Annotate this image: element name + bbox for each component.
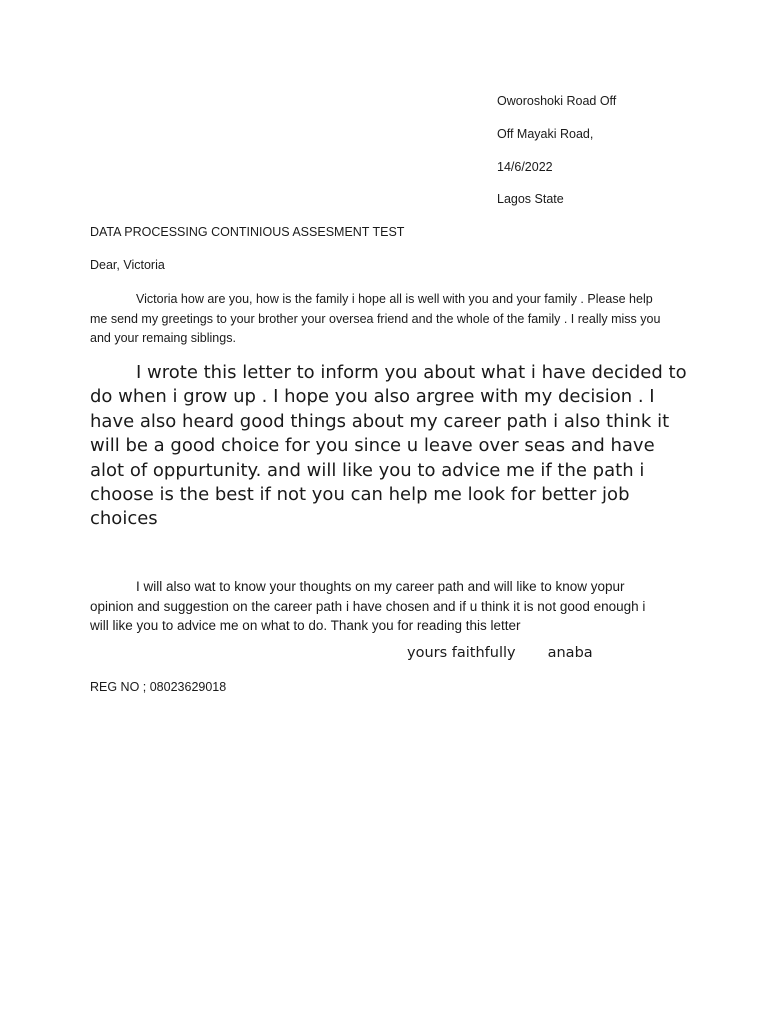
paragraph-greeting [90,290,680,349]
paragraph-line: choose is the best if not you can help me look for better job [90,484,630,506]
address-line-1: Oworoshoki Road Off [497,94,617,108]
paragraph-line: do when i grow up . I hope you also argree with my decision . I [90,386,655,408]
letter-date: 14/6/2022 [497,160,553,174]
registration-number: REG NO ; 08023629018 [90,680,227,694]
paragraph-line: choices [90,508,158,530]
paragraph-line: have also heard good things about my career path i also think it [90,410,670,432]
paragraph-line: will be a good choice for you since u leave over seas and have [90,435,655,457]
paragraph-request [90,577,680,636]
paragraph-line: opinion and suggestion on the career path i have chosen and if u think it is not good enough i [90,598,646,614]
address-line-2: Off Mayaki Road, [497,127,594,141]
signature-name: anaba [547,645,593,661]
paragraph-line: and your remaing siblings. [90,331,236,346]
closing [407,646,593,661]
paragraph-line: I wrote this letter to inform you about what i have decided to [136,362,687,383]
paragraph-line: alot of oppurtunity. and will like you to advice me if the path i [90,459,645,481]
address-line-4: Lagos State [497,192,564,206]
paragraph-line: Victoria how are you, how is the family i hope all is well with you and your family . Please help [136,292,653,306]
valediction: yours faithfully [407,645,516,661]
salutation: Dear, Victoria [90,258,165,272]
paragraph-line: I will also wat to know your thoughts on my career path and will like to know yopur [136,579,625,594]
paragraph-career-decision [90,361,690,532]
paragraph-line: will like you to advice me on what to do. Thank you for reading this letter [90,618,521,634]
letter-subject: DATA PROCESSING CONTINIOUS ASSESMENT TEST [90,225,405,239]
paragraph-line: me send my greetings to your brother your oversea friend and the whole of the family . I really miss you [90,311,661,326]
